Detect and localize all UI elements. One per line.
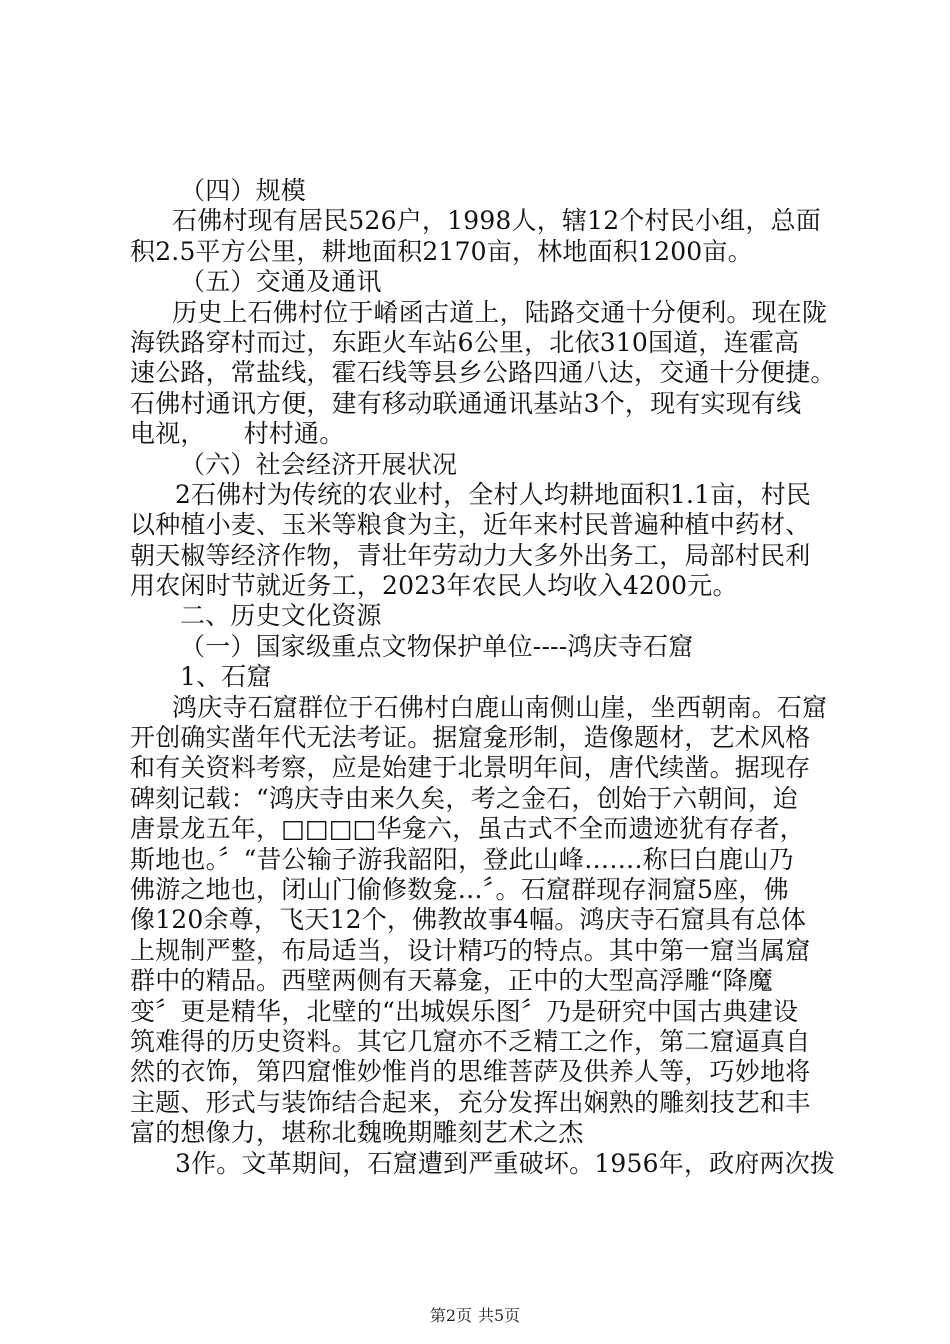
page-total: 共5页 xyxy=(478,1306,521,1325)
section-heading: （一）国家级重点文物保护单位----鸿庆寺石窟 xyxy=(180,631,694,661)
section-heading: （四）规模 xyxy=(180,176,307,205)
paragraph-line: 唐景龙五年，□□□□华龛六，虽古式不全而遗迹犹有存者， xyxy=(130,814,805,844)
paragraph-line: 变〞更是精华，北壁的“出城娱乐图〞乃是研究中国古典建设 xyxy=(130,996,799,1026)
paragraph-line: 石佛村现有居民526户，1998人，辖12个村民小组，总面 xyxy=(172,206,821,236)
section-heading: 1、石窟 xyxy=(180,662,272,692)
paragraph-line: 海铁路穿村而过，东距火车站6公里，北依310国道，连霍高 xyxy=(130,327,800,357)
page-footer xyxy=(0,1303,950,1326)
paragraph-line: 速公路，常盐线，霍石线等县乡公路四通八达，交通十分便捷。 xyxy=(130,358,836,388)
paragraph-line: 以种植小麦、玉米等粮食为主，近年来村民普遍种植中药材、 xyxy=(130,510,811,540)
paragraph-line: 鸿庆寺石窟群位于石佛村白鹿山南侧山崖，坐西朝南。石窟 xyxy=(172,692,828,722)
document-body xyxy=(130,176,835,1179)
paragraph-line: 朝天椒等经济作物，青壮年劳动力大多外出务工，局部村民利 xyxy=(130,540,811,570)
paragraph-line: 筑难得的历史资料。其它几窟亦不乏精工之作，第二窟逼真自 xyxy=(130,1026,811,1056)
paragraph-line: 斯地也。〞“昔公输子游我韶阳，登此山峰…….称曰白鹿山乃 xyxy=(130,844,794,874)
paragraph-line: 和有关资料考察，应是始建于北景明年间，唐代续凿。据现存 xyxy=(130,753,811,783)
page-number: 第2页 xyxy=(429,1306,472,1325)
paragraph-line: 历史上石佛村位于崤函古道上，陆路交通十分便利。现在陇 xyxy=(172,297,828,327)
line-fragment: 村村通。 xyxy=(243,419,345,449)
paragraph-line: 主题、形式与装饰结合起来，充分发挥出娴熟的雕刻技艺和丰 xyxy=(130,1087,811,1117)
paragraph-line: 2石佛村为传统的农业村，全村人均耕地面积1.1亩，村民 xyxy=(175,479,812,509)
paragraph-line: 积2.5平方公里，耕地面积2170亩，林地面积1200亩。 xyxy=(130,236,753,266)
paragraph-line: 富的想像力，堪称北魏晚期雕刻艺术之杰 xyxy=(130,1118,584,1148)
paragraph-line: 上规制严整，布局适当，设计精巧的特点。其中第一窟当属窟 xyxy=(130,935,811,965)
paragraph-line xyxy=(130,419,835,449)
section-heading: （五）交通及通讯 xyxy=(180,267,382,297)
paragraph-line: 碑刻记载：“鸿庆寺由来久矣，考之金石，创始于六朝间，迨 xyxy=(130,783,799,813)
line-fragment: 电视， xyxy=(130,419,206,449)
paragraph-line: 然的衣饰，第四窟惟妙惟肖的思维菩萨及供养人等，巧妙地将 xyxy=(130,1057,811,1087)
paragraph-line: 像120余尊，飞天12个，佛教故事4幅。鸿庆寺石窟具有总体 xyxy=(130,905,807,935)
paragraph-line: 群中的精品。西壁两侧有天幕龛，正中的大型高浮雕“降魔 xyxy=(130,966,773,996)
paragraph-line: 开创确实凿年代无法考证。据窟龛形制，造像题材，艺术风格 xyxy=(130,723,811,753)
section-heading: 二、历史文化资源 xyxy=(180,601,382,631)
paragraph-line: 3作。文革期间，石窟遭到严重破坏。1956年，政府两次拨 xyxy=(175,1148,836,1178)
paragraph-line: 用农闲时节就近务工，2023年农民人均收入4200元。 xyxy=(130,571,738,601)
paragraph-line: 石佛村通讯方便，建有移动联通通讯基站3个，现有实现有线 xyxy=(130,388,802,418)
section-heading: （六）社会经济开展状况 xyxy=(180,449,458,479)
paragraph-line: 佛游之地也，闭山门偷修数龛…〞。石窟群现存洞窟5座，佛 xyxy=(130,874,789,904)
